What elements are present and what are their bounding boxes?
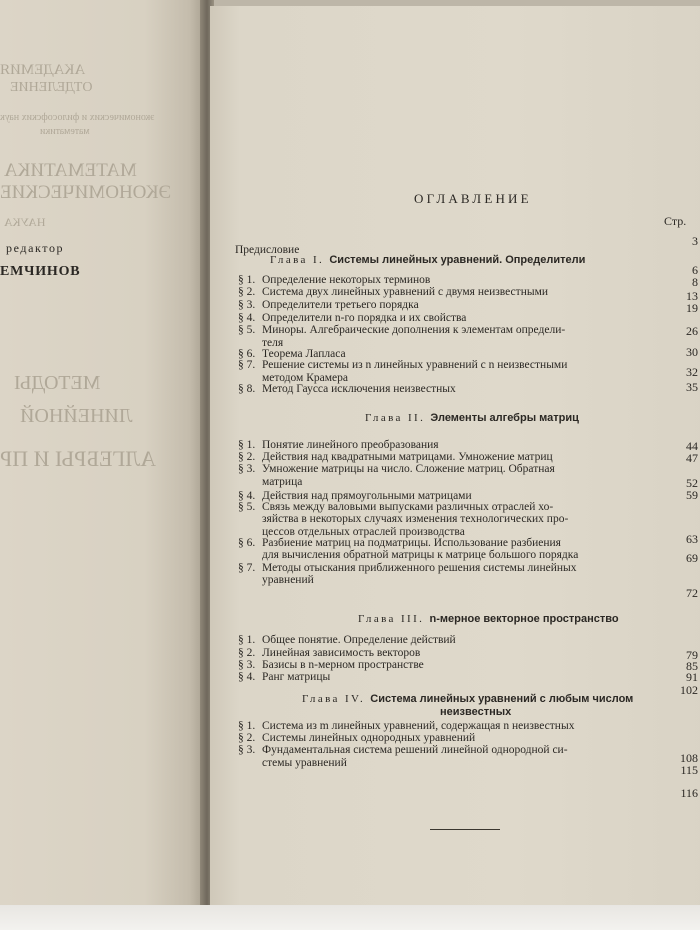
toc-page-number: 59: [686, 488, 698, 502]
toc-page-number: 108: [680, 751, 698, 765]
toc-page-number: 8: [692, 275, 698, 289]
toc-section-number: § 3.: [238, 463, 256, 475]
toc-page-number: 63: [686, 532, 698, 546]
toc-section-number: § 8.: [238, 383, 256, 395]
table-of-contents: [210, 6, 700, 914]
toc-section-number: § 5.: [238, 324, 256, 336]
chapter-prefix: Глава I.: [270, 254, 330, 266]
toc-page-number: 91: [686, 670, 698, 684]
chapter-title: Элементы алгебры матриц: [430, 412, 579, 424]
toc-title: ОГЛАВЛЕНИЕ: [414, 191, 532, 206]
toc-page-number: 26: [686, 324, 698, 338]
toc-section-title-continued: методом Крамера: [262, 372, 348, 384]
toc-page-number: 72: [686, 586, 698, 600]
chapter-title: Системы линейных уравнений. Определители: [329, 254, 586, 266]
toc-page-number: 79: [686, 648, 698, 662]
show-through-text: экономических и философских наук: [0, 112, 155, 123]
left-page: [0, 0, 206, 930]
toc-section-number: § 4.: [238, 671, 256, 683]
toc-page-number: 69: [686, 551, 698, 565]
toc-section-number: § 3.: [238, 744, 256, 756]
show-through-text: АЛГЕБРЫ И ПР: [0, 446, 157, 471]
table-surface: [0, 905, 700, 930]
editor-label: редактор: [6, 241, 65, 255]
end-rule: [430, 829, 500, 830]
show-through-text: ОТДЕЛЕНИЕ: [10, 80, 93, 95]
toc-chapter-heading: [358, 613, 619, 625]
toc-page-number: 115: [680, 763, 698, 777]
toc-chapter-heading: [270, 254, 585, 266]
chapter-title-continued: [440, 706, 511, 718]
toc-section-number: § 2.: [238, 732, 256, 744]
toc-section-title: Линейная зависимость векторов: [262, 647, 421, 659]
chapter-prefix: Глава II.: [365, 412, 431, 424]
toc-section-title: Система из m линейных уравнений, содержащая n неизвестных: [262, 720, 575, 732]
toc-page-number: 32: [686, 365, 698, 379]
page-column-header: Стр.: [664, 214, 687, 228]
toc-section-title: Миноры. Алгебраические дополнения к элементам определи-: [262, 324, 566, 336]
toc-page-number: 47: [686, 451, 698, 465]
show-through-text: МЕТОДЫ: [14, 372, 101, 394]
toc-section-number: § 2.: [238, 286, 256, 298]
toc-section-title-continued: для вычисления обратной матрицы к матрице большого порядка: [262, 549, 579, 561]
toc-section-number: § 1.: [238, 439, 256, 451]
toc-page-number: 52: [686, 476, 698, 490]
toc-section-title: Системы линейных однородных уравнений: [262, 732, 476, 744]
show-through-text: математики: [40, 126, 90, 137]
toc-page-number: 116: [680, 786, 698, 800]
show-through-text: НАУКА: [4, 215, 46, 229]
toc-section-number: § 7.: [238, 562, 256, 574]
toc-section-title: Определение некоторых терминов: [262, 274, 431, 286]
toc-section-title: Разбиение матриц на подматрицы. Использование разбиения: [262, 537, 561, 549]
show-through-text: ЛИНЕЙНОЙ: [20, 405, 133, 427]
toc-section-number: § 1.: [238, 274, 256, 286]
toc-section-title: Общее понятие. Определение действий: [262, 634, 456, 646]
toc-section-number: § 6.: [238, 537, 256, 549]
toc-section-title: Метод Гаусса исключения неизвестных: [262, 383, 456, 395]
show-through-text: АКАДЕМИЯ: [0, 62, 86, 78]
toc-section-title: Теорема Лапласа: [262, 348, 346, 360]
show-through-text: ЭКОНОМИЧЕСКИЕ: [0, 182, 172, 203]
toc-section-title: Связь между валовыми выпусками различных отраслей хо-: [262, 501, 554, 513]
toc-page-number: 13: [686, 289, 698, 303]
toc-section-title-continued: теля: [262, 337, 284, 349]
toc-section-number: § 7.: [238, 359, 256, 371]
toc-section-title: Умножение матрицы на число. Сложение матриц. Обратная: [262, 463, 555, 475]
toc-section-number: § 3.: [238, 659, 256, 671]
toc-section-title: Система двух линейных уравнений с двумя неизвестными: [262, 286, 549, 298]
toc-section-title-continued: зяйства в некоторых случаях изменения технологических про-: [262, 513, 569, 525]
right-page: [210, 6, 700, 914]
chapter-title-line2: неизвестных: [440, 706, 512, 718]
chapter-title: n-мерное векторное пространство: [429, 613, 619, 625]
toc-section-title: Ранг матрицы: [262, 671, 331, 683]
chapter-prefix: Глава III.: [358, 613, 430, 625]
editor-name: ЕМЧИНОВ: [0, 264, 81, 279]
toc-section-title: Действия над прямоугольными матрицами: [262, 490, 472, 502]
toc-page-number: 44: [686, 439, 698, 453]
toc-section-title-continued: стемы уравнений: [262, 757, 347, 769]
toc-page-number: 85: [686, 659, 698, 673]
toc-section-number: § 1.: [238, 634, 256, 646]
toc-section-number: § 4.: [238, 312, 256, 324]
toc-section-title: Понятие линейного преобразования: [262, 439, 439, 451]
toc-section-number: § 6.: [238, 348, 256, 360]
toc-page-number: 6: [692, 263, 698, 277]
toc-page-number: 19: [686, 301, 698, 315]
toc-section-number: § 2.: [238, 647, 256, 659]
toc-page-number: 102: [680, 683, 698, 697]
toc-section-number: § 5.: [238, 501, 256, 513]
toc-preface: Предисловие: [235, 244, 300, 256]
toc-section-title: Фундаментальная система решений линейной однородной си-: [262, 744, 568, 756]
show-through-text: МАТЕМАТИКА: [4, 160, 137, 181]
toc-chapter-heading: [365, 412, 579, 424]
toc-section-title: Определители n-го порядка и их свойства: [262, 312, 467, 324]
chapter-prefix: Глава IV.: [302, 693, 371, 705]
toc-section-number: § 2.: [238, 451, 256, 463]
toc-page-number: 3: [692, 234, 698, 248]
toc-section-title-continued: цессов отдельных отраслей производства: [262, 526, 465, 538]
toc-section-title-continued: уравнений: [262, 574, 314, 586]
toc-section-number: § 4.: [238, 490, 256, 502]
toc-section-title: Действия над квадратными матрицами. Умножение матриц: [262, 451, 553, 463]
toc-section-number: § 3.: [238, 299, 256, 311]
toc-section-number: § 1.: [238, 720, 256, 732]
chapter-title: Система линейных уравнений с любым числом: [370, 693, 634, 705]
toc-chapter-heading: [302, 693, 633, 705]
toc-section-title: Определители третьего порядка: [262, 299, 419, 311]
toc-section-title: Решение системы из n линейных уравнений с n неизвестными: [262, 359, 568, 371]
toc-section-title-continued: матрица: [262, 476, 303, 488]
toc-section-title: Методы отыскания приближенного решения системы линейных: [262, 562, 577, 574]
toc-page-number: 35: [686, 380, 698, 394]
toc-section-title: Базисы в n-мерном пространстве: [262, 659, 424, 671]
toc-page-number: 30: [686, 345, 698, 359]
